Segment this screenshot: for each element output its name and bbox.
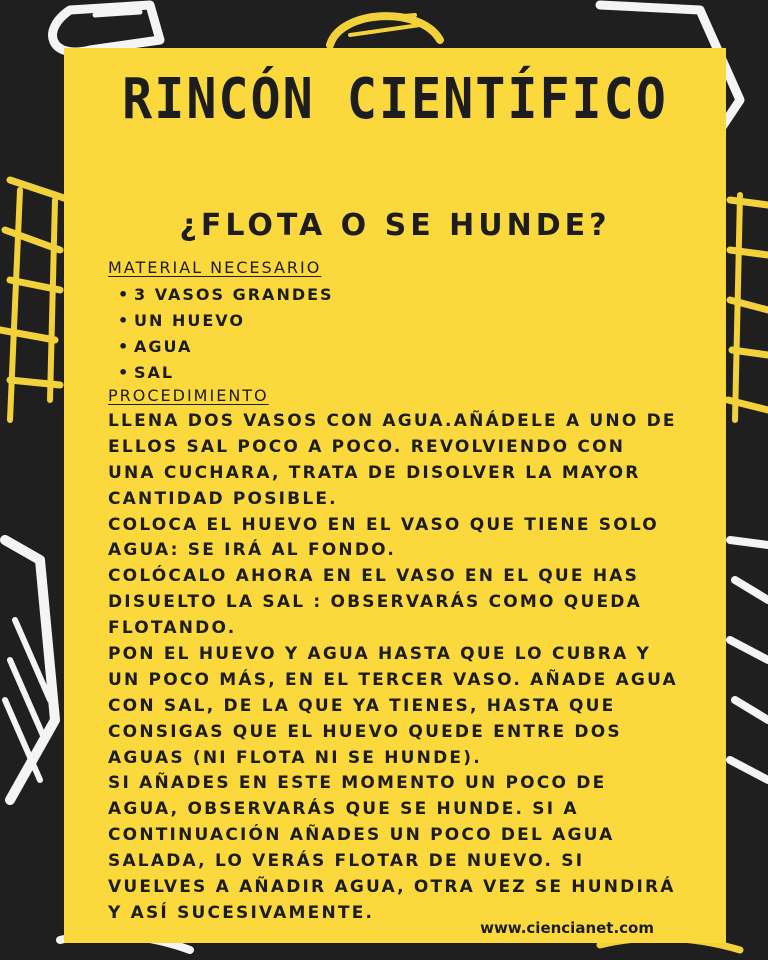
procedure-line: DISUELTO LA SAL : OBSERVARÁS COMO QUEDA bbox=[108, 592, 642, 613]
procedure-label: PROCEDIMIENTO bbox=[108, 386, 269, 405]
procedure-line: SI AÑADES EN ESTE MOMENTO UN POCO DE bbox=[108, 773, 607, 794]
bullet-icon: • bbox=[118, 337, 131, 356]
materials-list bbox=[118, 282, 334, 386]
procedure-line: AGUAS (NI FLOTA NI SE HUNDE). bbox=[108, 747, 482, 768]
procedure-line: AGUA: SE IRÁ AL FONDO. bbox=[108, 540, 397, 561]
list-item: • UN HUEVO bbox=[118, 308, 334, 334]
procedure-line: SALADA, LO VERÁS FLOTAR DE NUEVO. SI bbox=[108, 851, 585, 872]
procedure-line: CANTIDAD POSIBLE. bbox=[108, 488, 338, 509]
procedure-line: UN POCO MÁS, EN EL TERCER VASO. AÑADE AGUA bbox=[108, 669, 678, 690]
list-item: • AGUA bbox=[118, 334, 334, 360]
procedure-line: COLÓCALO AHORA EN EL VASO EN EL QUE HAS bbox=[108, 566, 640, 587]
beaker-doodle-right bbox=[730, 540, 768, 780]
materials-label: MATERIAL NECESARIO bbox=[108, 258, 322, 277]
website-link[interactable]: www.ciencianet.com bbox=[480, 919, 654, 937]
procedure-line: PON EL HUEVO Y AGUA HASTA QUE LO CUBRA Y bbox=[108, 644, 652, 665]
procedure-line: FLOTANDO. bbox=[108, 618, 237, 639]
procedure-line: CONTINUACIÓN AÑADES UN POCO DEL AGUA bbox=[108, 825, 615, 846]
bullet-icon: • bbox=[118, 311, 131, 330]
info-card bbox=[64, 48, 726, 943]
procedure-line: Y ASÍ SUCESIVAMENTE. bbox=[108, 902, 375, 923]
procedure-line: UNA CUCHARA, TRATA DE DISOLVER LA MAYOR bbox=[108, 462, 641, 483]
procedure-line: COLOCA EL HUEVO EN EL VASO QUE TIENE SOLO bbox=[108, 514, 659, 535]
list-item: • 3 VASOS GRANDES bbox=[118, 282, 334, 308]
page-title: RINCÓN CIENTÍFICO bbox=[122, 66, 668, 132]
procedure-line: CONSIGAS QUE EL HUEVO QUEDE ENTRE DOS bbox=[108, 721, 622, 742]
list-item: • SAL bbox=[118, 360, 334, 386]
experiment-heading: ¿FLOTA O SE HUNDE? bbox=[179, 208, 611, 243]
procedure-line: LLENA DOS VASOS CON AGUA.AÑÁDELE A UNO DE bbox=[108, 411, 677, 431]
procedure-line: VUELVES A AÑADIR AGUA, OTRA VEZ SE HUNDIRÁ bbox=[108, 877, 676, 898]
procedure-line: ELLOS SAL POCO A POCO. REVOLVIENDO CON bbox=[108, 436, 626, 457]
bullet-icon: • bbox=[118, 285, 131, 304]
procedure-line: CON SAL, DE LA QUE YA TIENES, HASTA QUE bbox=[108, 695, 616, 716]
procedure-line: AGUA, OBSERVARÁS QUE SE HUNDE. SI A bbox=[108, 799, 579, 820]
bullet-icon: • bbox=[118, 363, 131, 382]
procedure-text bbox=[108, 409, 718, 927]
